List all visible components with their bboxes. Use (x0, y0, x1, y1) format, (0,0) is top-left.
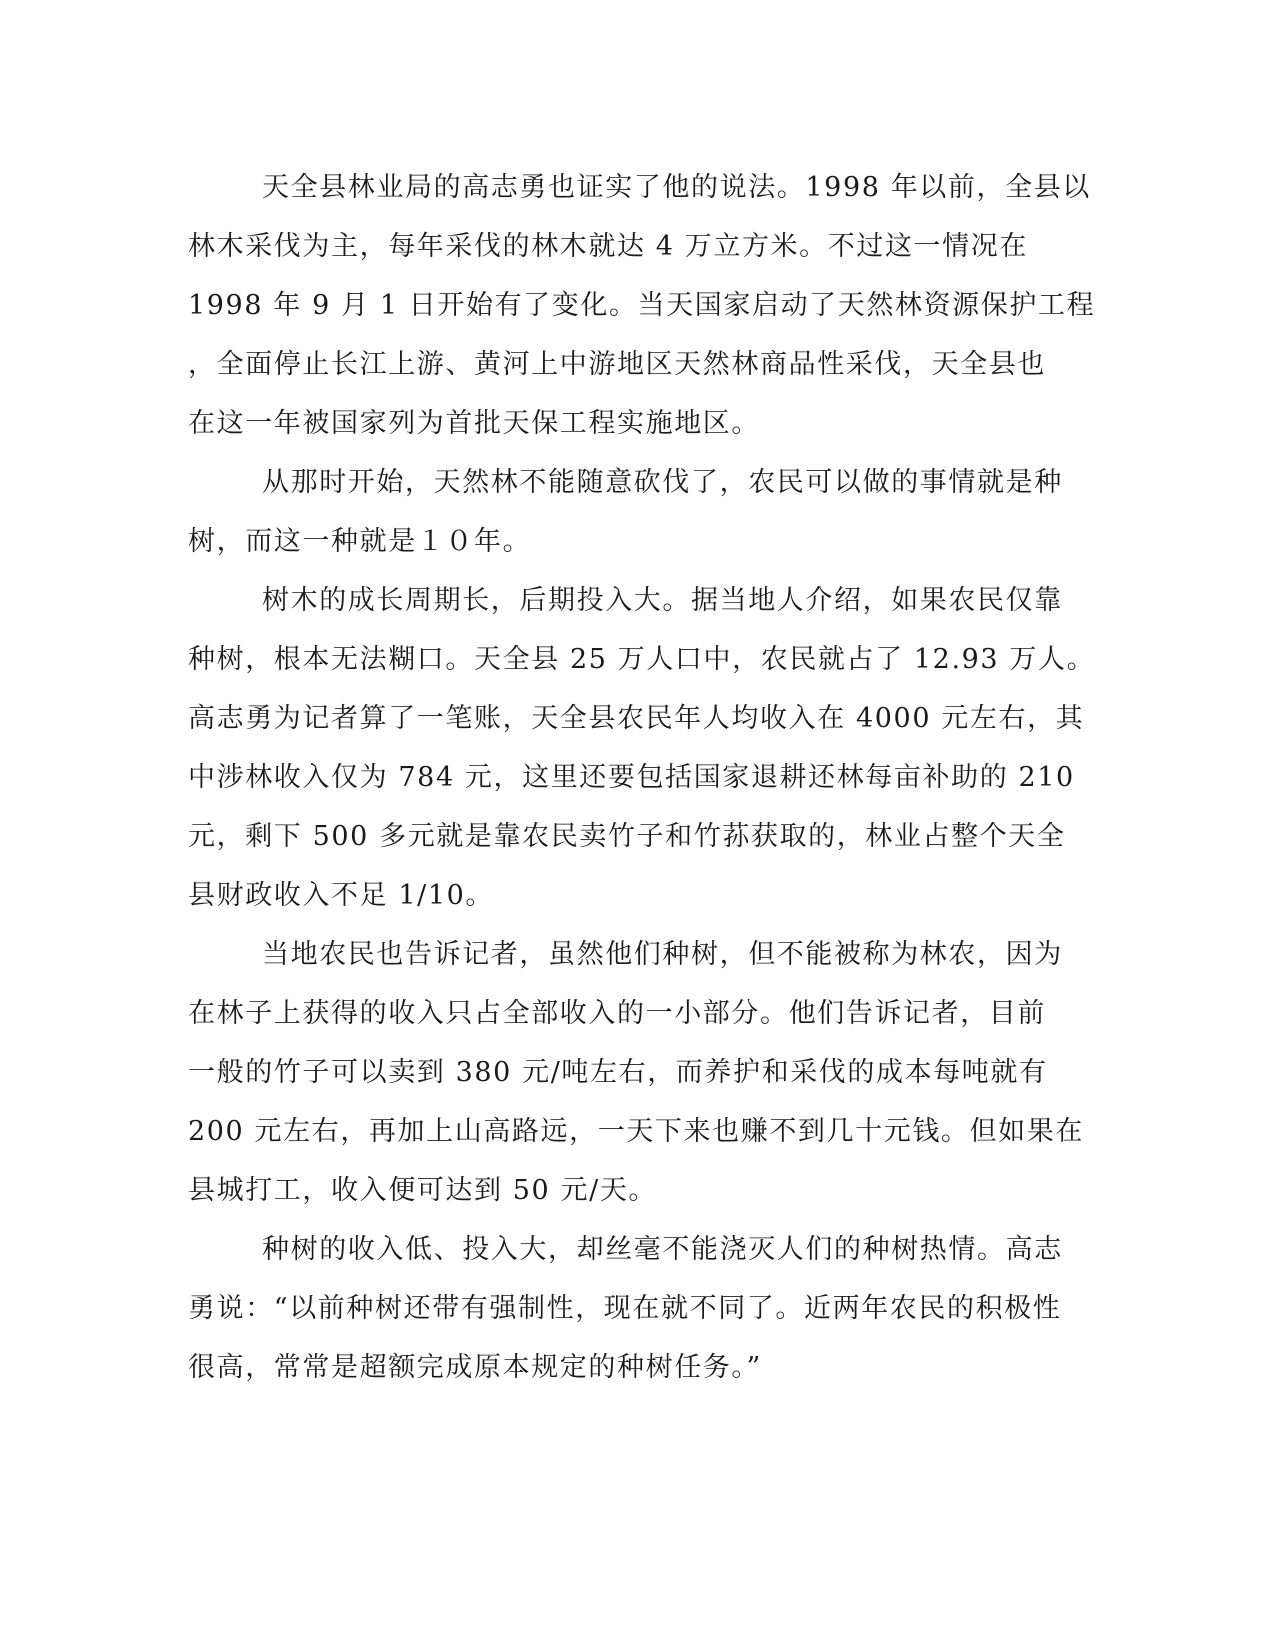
paragraph-1-line-5: 在这一年被国家列为首批天保工程实施地区。 (188, 408, 760, 439)
paragraph-5-line-1: 种树的收入低、投入大，却丝毫不能浇灭人们的种树热情。高志 (262, 1234, 1063, 1265)
paragraph-2-line-2: 树，而这一种就是１０年。 (188, 526, 532, 557)
paragraph-1-line-4: ，全面停止长江上游、黄河上中游地区天然林商品性采伐，天全县也 (188, 349, 1046, 380)
paragraph-3-line-6: 县财政收入不足 1/10。 (188, 880, 495, 911)
paragraph-4-line-2: 在林子上获得的收入只占全部收入的一小部分。他们告诉记者，目前 (188, 998, 1046, 1029)
paragraph-3-line-3: 高志勇为记者算了一笔账，天全县农民年人均收入在 4000 元左右，其 (188, 703, 1085, 734)
paragraph-5-line-3: 很高，常常是超额完成原本规定的种树任务。” (188, 1352, 762, 1383)
paragraph-4-line-5: 县城打工，收入便可达到 50 元/天。 (188, 1175, 658, 1206)
paragraph-4-line-1: 当地农民也告诉记者，虽然他们种树，但不能被称为林农，因为 (262, 939, 1063, 970)
paragraph-3-line-5: 元，剩下 500 多元就是靠农民卖竹子和竹荪获取的，林业占整个天全 (188, 821, 1066, 852)
paragraph-1-line-3: 1998 年 9 月 1 日开始有了变化。当天国家启动了天然林资源保护工程 (188, 290, 1096, 321)
paragraph-4-line-3: 一般的竹子可以卖到 380 元/吨左右，而养护和采伐的成本每吨就有 (188, 1057, 1048, 1088)
paragraph-1-line-1: 天全县林业局的高志勇也证实了他的说法。1998 年以前，全县以 (262, 172, 1091, 203)
paragraph-3-line-4: 中涉林收入仅为 784 元，这里还要包括国家退耕还林每亩补助的 210 (188, 762, 1075, 793)
paragraph-1-line-2: 林木采伐为主，每年采伐的林木就达 4 万立方米。不过这一情况在 (188, 231, 1028, 262)
paragraph-5-line-2: 勇说：“以前种树还带有强制性，现在就不同了。近两年农民的积极性 (188, 1293, 1062, 1324)
paragraph-3-line-1: 树木的成长周期长，后期投入大。据当地人介绍，如果农民仅靠 (262, 585, 1063, 616)
paragraph-3-line-2: 种树，根本无法糊口。天全县 25 万人口中，农民就占了 12.93 万人。 (188, 644, 1096, 675)
paragraph-4-line-4: 200 元左右，再加上山高路远，一天下来也赚不到几十元钱。但如果在 (188, 1116, 1084, 1147)
paragraph-2-line-1: 从那时开始，天然林不能随意砍伐了，农民可以做的事情就是种 (262, 467, 1063, 498)
